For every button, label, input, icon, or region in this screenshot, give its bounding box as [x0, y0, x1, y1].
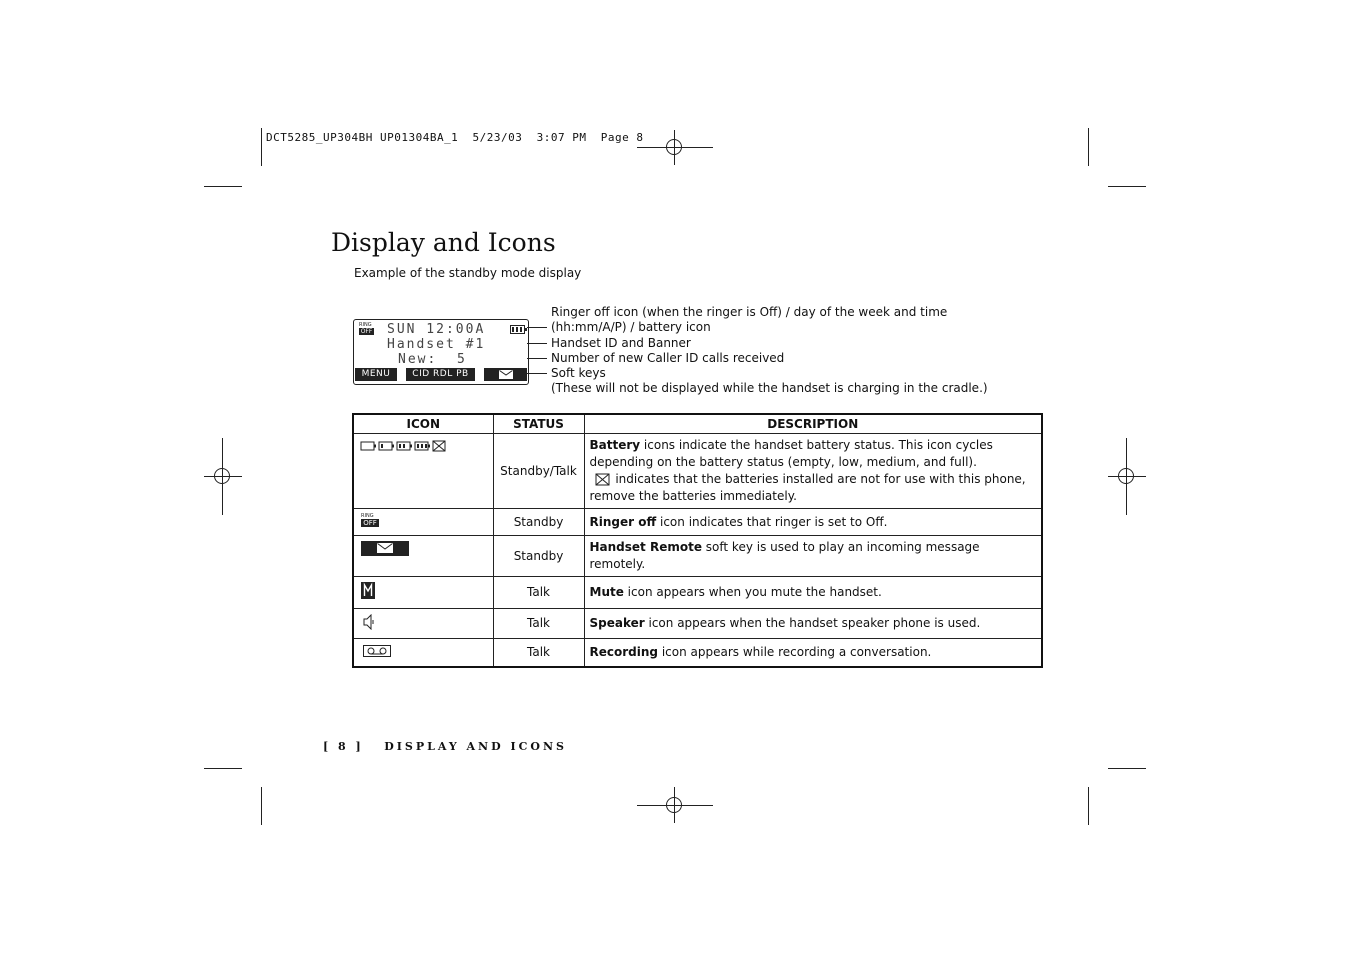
- page-title: Display and Icons: [331, 228, 556, 257]
- leader-line: [527, 358, 547, 359]
- page-subtitle: Example of the standby mode display: [354, 266, 582, 280]
- callout-caller-id: Number of new Caller ID calls received: [551, 351, 785, 365]
- table-row: [353, 609, 1042, 639]
- ringer-off-icon: RING OFF: [359, 322, 373, 335]
- handset-remote-icon: [353, 536, 493, 577]
- status-cell: Talk: [493, 639, 584, 668]
- table-row: [353, 639, 1042, 668]
- softkey-menu: MENU: [355, 368, 397, 381]
- status-cell: Standby: [493, 509, 584, 536]
- status-cell: Talk: [493, 577, 584, 609]
- callout-ringer-time-battery: Ringer off icon (when the ringer is Off) / day of the week and time (hh:mm/A/P) / battery icon: [551, 305, 948, 334]
- battery-icon: [510, 325, 525, 334]
- speaker-icon: [353, 609, 493, 639]
- description-cell: Recording icon appears while recording a conversation.: [584, 639, 1042, 668]
- page-footer: [ 8 ] DISPLAY AND ICONS: [323, 740, 567, 753]
- callout-handset-id: Handset ID and Banner: [551, 336, 691, 350]
- battery-cycle-icon: [359, 439, 449, 453]
- softkey-cid-rdl-pb: CID RDL PB: [406, 368, 475, 381]
- lcd-display: [353, 319, 529, 385]
- description-cell: Handset Remote soft key is used to play an incoming message remotely.: [584, 536, 1042, 577]
- table-header-row: [353, 414, 1042, 434]
- lcd-new-calls: New: 5: [398, 352, 467, 367]
- description-cell: Mute icon appears when you mute the handset.: [584, 577, 1042, 609]
- table-row: [353, 509, 1042, 536]
- leader-line: [527, 373, 547, 374]
- table-row: [353, 577, 1042, 609]
- status-cell: Standby: [493, 536, 584, 577]
- envelope-icon: [377, 543, 393, 553]
- recording-icon: [353, 639, 493, 668]
- table-row: [353, 536, 1042, 577]
- softkey-handset-remote: [484, 368, 527, 381]
- description-cell: Ringer off icon indicates that ringer is set to Off.: [584, 509, 1042, 536]
- ringer-off-icon: RING OFF: [353, 509, 493, 536]
- status-cell: Standby/Talk: [493, 434, 584, 509]
- envelope-icon: [499, 370, 513, 379]
- header-icon: ICON: [353, 414, 493, 434]
- callout-soft-keys: Soft keys (These will not be displayed while the handset is charging in the cradle.): [551, 366, 988, 395]
- description-cell: Speaker icon appears when the handset speaker phone is used.: [584, 609, 1042, 639]
- icon-table: [352, 413, 1043, 668]
- header-status: STATUS: [493, 414, 584, 434]
- print-slug: DCT5285_UP304BH UP01304BA_1 5/23/03 3:07 PM Page 8: [266, 131, 644, 144]
- invalid-battery-icon: [594, 473, 612, 486]
- battery-icons: [353, 434, 493, 509]
- lcd-handset-banner: Handset #1: [387, 337, 486, 352]
- table-row: [353, 434, 1042, 509]
- header-description: DESCRIPTION: [584, 414, 1042, 434]
- leader-line: [527, 327, 547, 328]
- description-cell: Battery icons indicate the handset battery status. This icon cycles depending on the battery status (empty, low, medium, and full). indicates that the batteries installed are not for use with this phone, remove the batteries immediately.: [584, 434, 1042, 509]
- status-cell: Talk: [493, 609, 584, 639]
- mute-icon: [353, 577, 493, 609]
- leader-line: [527, 343, 547, 344]
- lcd-day-time: SUN 12:00A: [387, 322, 486, 337]
